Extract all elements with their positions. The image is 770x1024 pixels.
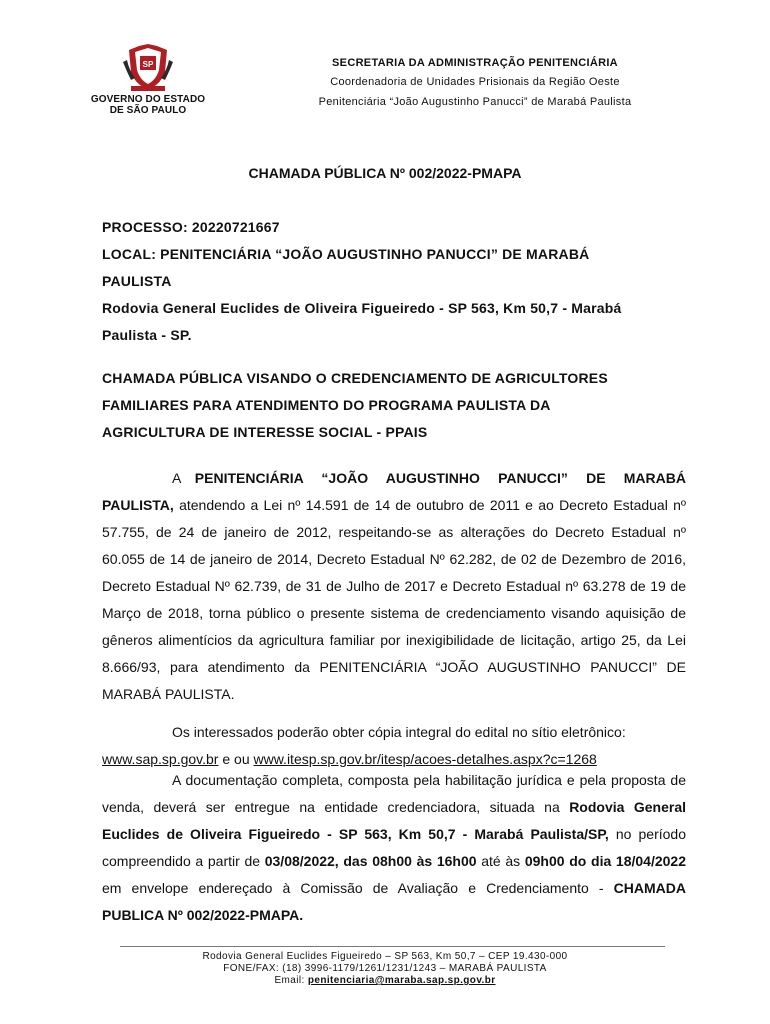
paragraph-1 bbox=[102, 465, 686, 708]
p3-text3: até às bbox=[476, 853, 525, 869]
footer-email-line bbox=[0, 975, 770, 987]
subject-line2: FAMILIARES PARA ATENDIMENTO DO PROGRAMA PAULISTA DA bbox=[102, 397, 551, 413]
p3-address: Rodovia General Euclides de Oliveira Figueiredo - SP 563, Km 50,7 - Marabá Paulista/SP, bbox=[102, 799, 686, 842]
header-secretariat: SECRETARIA DA ADMINISTRAÇÃO PENITENCIÁRIA bbox=[332, 57, 618, 69]
p3-call-reference: CHAMADA PUBLICA Nº 002/2022-PMAPA. bbox=[102, 880, 686, 923]
logo-text-line1: GOVERNO DO ESTADO bbox=[90, 94, 206, 105]
p2-between: e ou bbox=[218, 751, 254, 767]
paragraph-3 bbox=[102, 767, 686, 929]
p3-end-date: 09h00 do dia 18/04/2022 bbox=[524, 853, 686, 869]
subject-line1: CHAMADA PÚBLICA VISANDO O CREDENCIAMENTO DE AGRICULTORES bbox=[102, 370, 608, 386]
footer-email-label: Email: bbox=[274, 975, 308, 986]
p1-text: atendendo a Lei nº 14.591 de 14 de outubro de 2011 e ao Decreto Estadual nº 57.755, de 24 de janeiro de 2012, respeitando-se as alterações do Decreto Estadual nº 60.055 de 14 de janeiro de 2014, Decreto Estadual Nº 62.282, de 02 de Dezembro de 2016, Decreto Estadual Nº 62.739, de 31 de Julho de 2017 e Decreto Estadual nº 63.278 de 19 de Março de 2018, torna público o presente sistema de credenciamento visando aquisição de gêneros alimentícios da agricultura familiar por inexigibilidade de licitação, artigo 25, da Lei 8.666/93, para atendimento da PENITENCIÁRIA “JOÃO AUGUSTINHO PANUCCI” DE MARABÁ PAULISTA. bbox=[102, 497, 686, 702]
footer-address: Rodovia General Euclides Figueiredo – SP 563, Km 50,7 – CEP 19.430-000 bbox=[202, 951, 568, 962]
logo-text-line2: DE SÃO PAULO bbox=[109, 105, 187, 116]
footer-email-link[interactable]: penitenciaria@maraba.sap.sp.gov.br bbox=[307, 975, 496, 986]
p2-text: Os interessados poderão obter cópia integral do edital no sítio eletrônico: bbox=[172, 724, 626, 740]
process-info bbox=[102, 214, 686, 349]
p3-text2: no período compreendido a partir de bbox=[102, 826, 686, 869]
p1-institution: PENITENCIÁRIA “JOÃO AUGUSTINHO PANUCCI” DE MARABÁ PAULISTA, bbox=[102, 470, 686, 513]
process-number: PROCESSO: 20220721667 bbox=[102, 219, 280, 235]
p3-text4: em envelope endereçado à Comissão de Avaliação e Credenciamento - bbox=[102, 880, 614, 896]
p1-prefix: A bbox=[172, 470, 195, 486]
location-line1: LOCAL: PENITENCIÁRIA “JOÃO AUGUSTINHO PANUCCI” DE MARABÁ bbox=[102, 246, 590, 262]
header-coordination: Coordenadoria de Unidades Prisionais da Região Oeste bbox=[330, 76, 620, 88]
itesp-website-link[interactable]: www.itesp.sp.gov.br/itesp/acoes-detalhes.aspx?c=1268 bbox=[253, 751, 597, 767]
svg-text:SP: SP bbox=[142, 60, 154, 69]
location-line2: PAULISTA bbox=[102, 273, 172, 289]
address-line2: Paulista - SP. bbox=[102, 327, 192, 343]
letterhead bbox=[280, 54, 670, 112]
footer-divider bbox=[120, 946, 665, 947]
government-logo bbox=[88, 42, 208, 116]
sap-website-link[interactable]: www.sap.sp.gov.br bbox=[102, 751, 219, 767]
document-title: CHAMADA PÚBLICA Nº 002/2022-PMAPA bbox=[248, 165, 522, 181]
p3-start-period: 03/08/2022, das 08h00 às 16h00 bbox=[264, 853, 477, 869]
subject-line3: AGRICULTURA DE INTERESSE SOCIAL - PPAIS bbox=[102, 424, 428, 440]
address-line1: Rodovia General Euclides de Oliveira Figueiredo - SP 563, Km 50,7 - Marabá bbox=[102, 300, 622, 316]
p3-text1: A documentação completa, composta pela habilitação jurídica e pela proposta de venda, deverá ser entregue na entidade credenciadora, situada na bbox=[102, 772, 686, 815]
paragraph-2 bbox=[102, 719, 686, 773]
footer-phone: FONE/FAX: (18) 3996-1179/1261/1231/1243 – MARABÁ PAULISTA bbox=[223, 963, 547, 974]
header-institution: Penitenciária “João Augustinho Panucci” de Marabá Paulista bbox=[318, 96, 632, 108]
call-subject bbox=[102, 365, 686, 446]
state-coat-of-arms-icon bbox=[121, 42, 175, 94]
footer bbox=[0, 951, 770, 987]
